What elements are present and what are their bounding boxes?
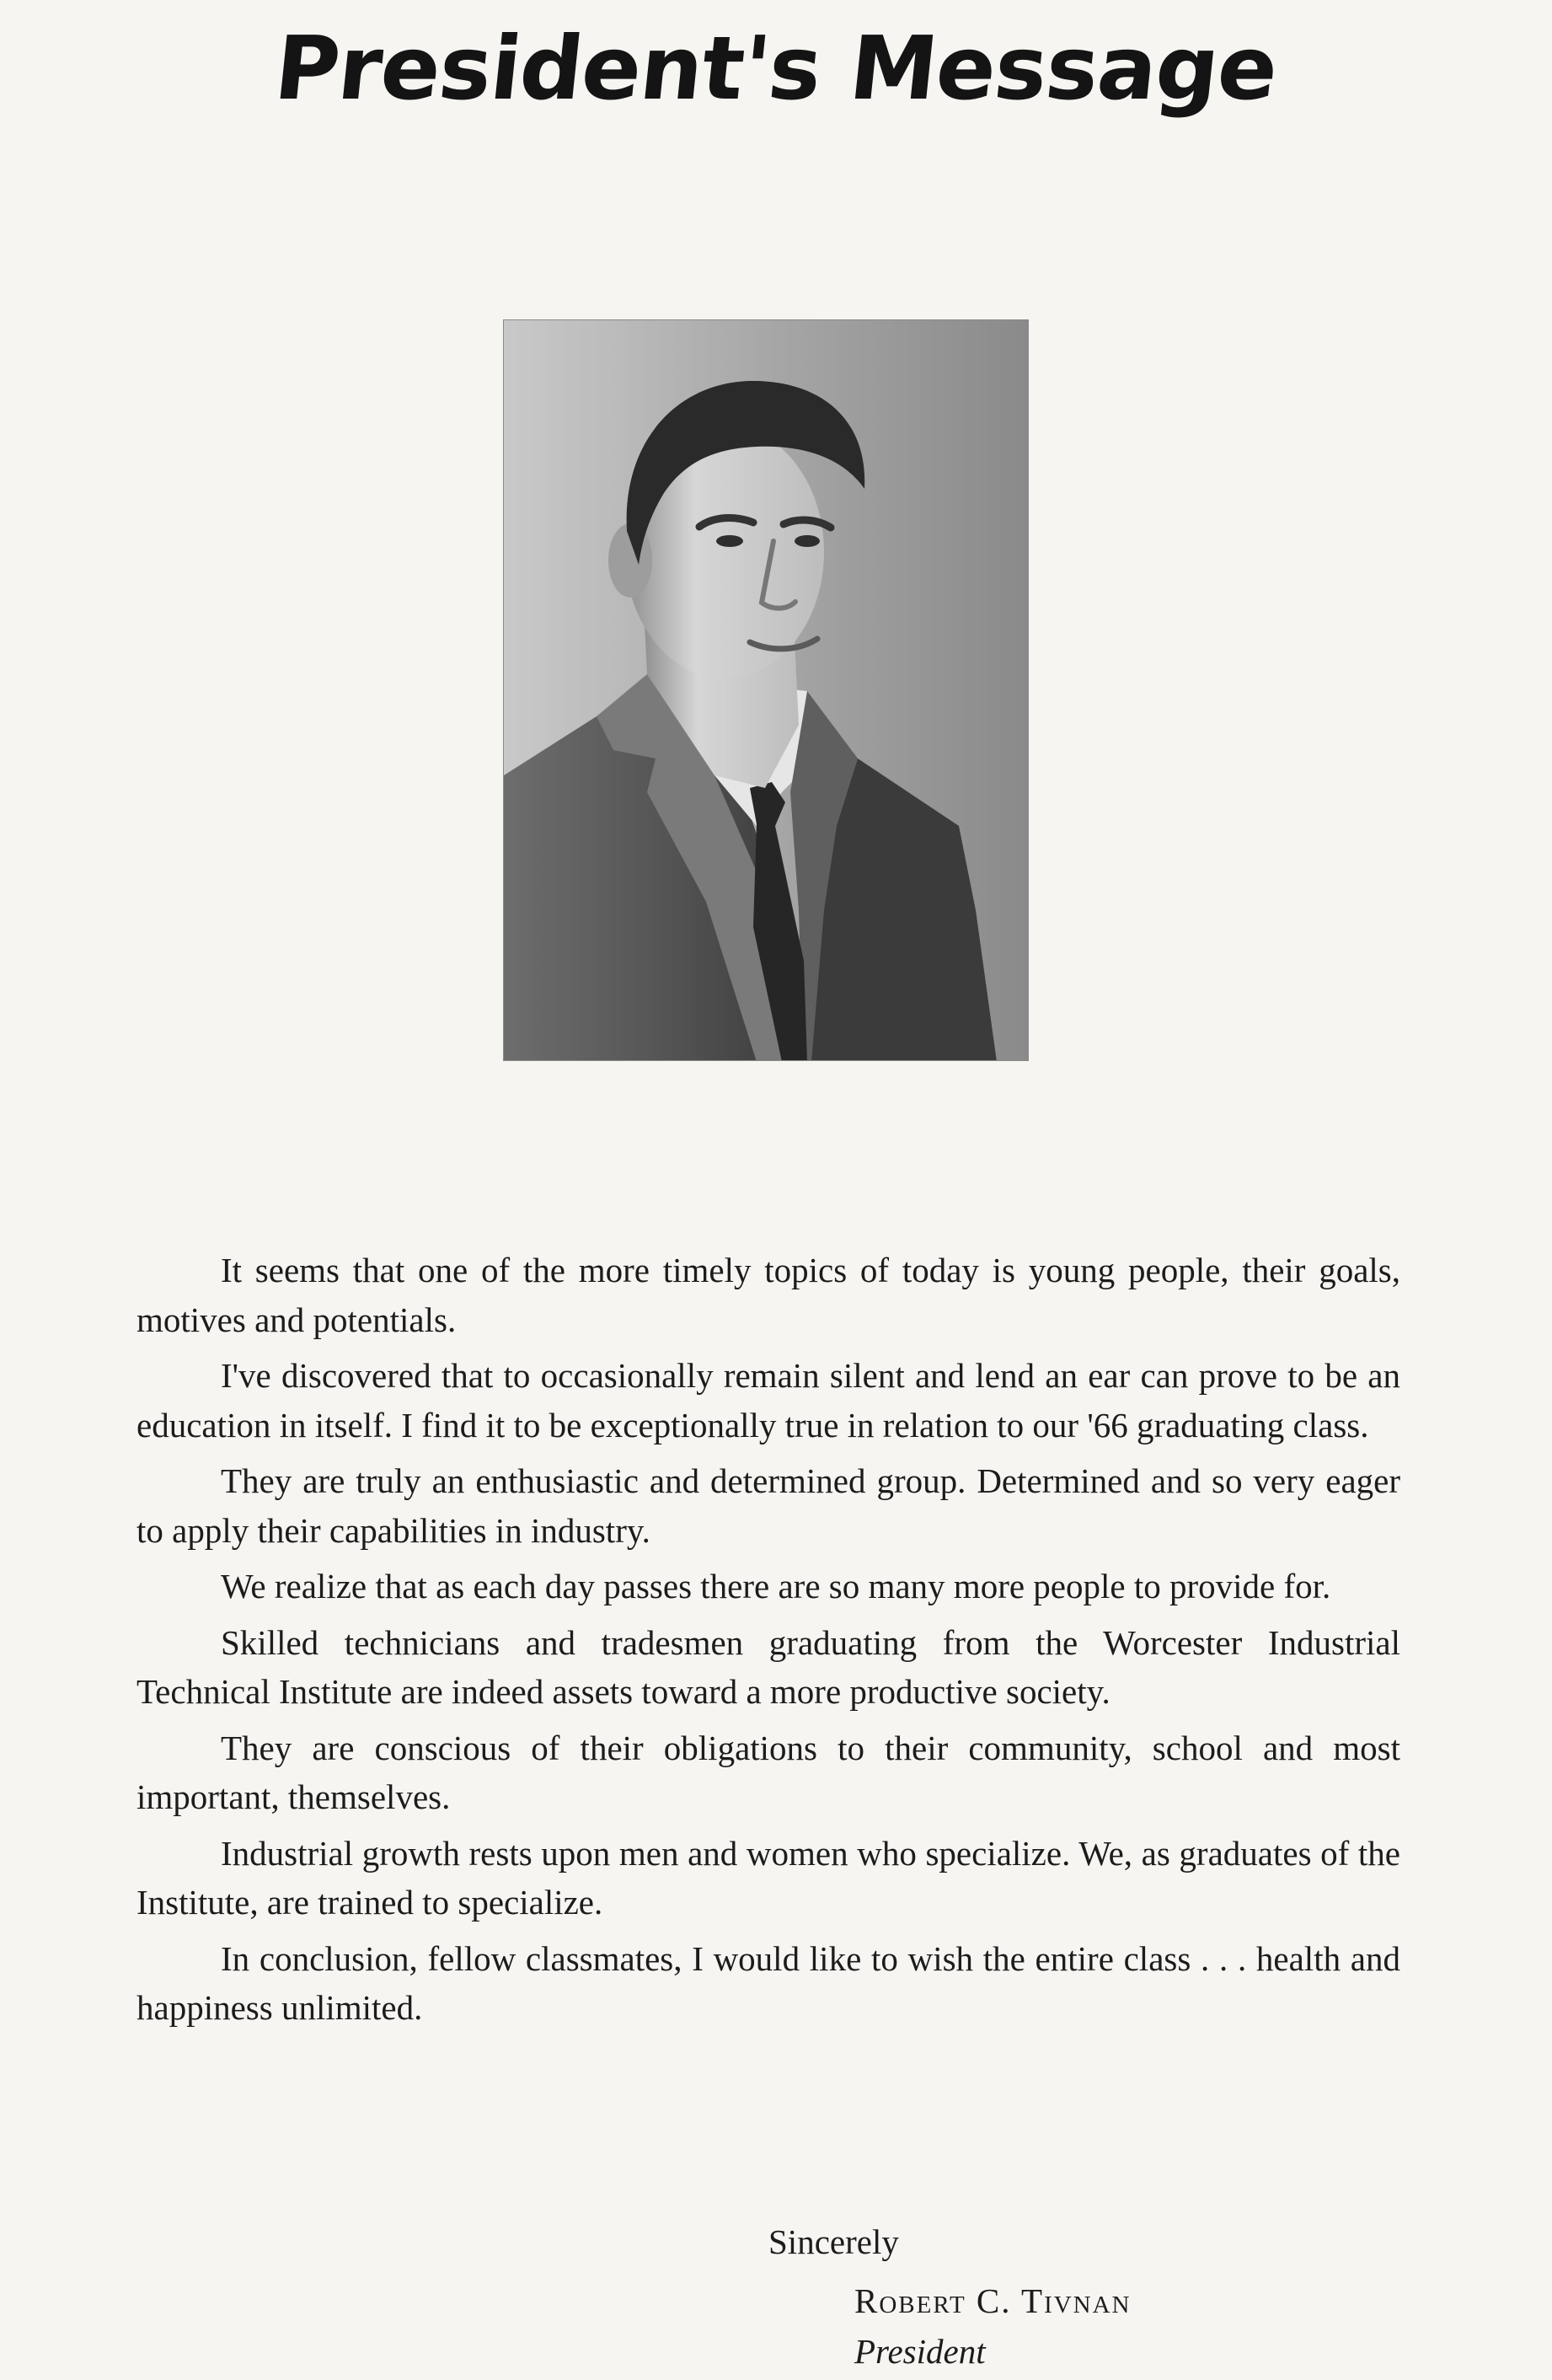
paragraph: They are truly an enthusiastic and determined group. Determined and so very eager to apply their capabilities in industry. <box>136 1461 1400 1550</box>
paragraph: It seems that one of the more timely topics of today is young people, their goals, motives and potentials. <box>136 1251 1400 1339</box>
paragraph: They are conscious of their obligations to their community, school and most important, themselves. <box>136 1728 1400 1816</box>
paragraph: We realize that as each day passes there are so many more people to provide for. <box>221 1567 1331 1605</box>
paragraph: Skilled technicians and tradesmen graduating from the Worcester Industrial Technical Institute are indeed assets toward a more productive society. <box>136 1622 1400 1711</box>
signature-title: President <box>854 2332 986 2371</box>
signature-name: Robert C. Tivnan <box>854 2281 1132 2320</box>
paragraph: I've discovered that to occasionally remain silent and lend an ear can prove to be an education in itself. I find it to be exceptionally true in relation to our '66 graduating class. <box>136 1356 1400 1445</box>
page-title: President's Message <box>270 17 1282 120</box>
portrait-photo <box>503 319 1029 1061</box>
paragraph: Industrial growth rests upon men and women who specialize. We, as graduates of the Institute, are trained to specialize. <box>136 1833 1400 1922</box>
message-body <box>136 1246 1400 2040</box>
signature-closing: Sincerely <box>768 2222 899 2261</box>
paragraph: In conclusion, fellow classmates, I would like to wish the entire class . . . health and happiness unlimited. <box>136 1938 1400 2027</box>
